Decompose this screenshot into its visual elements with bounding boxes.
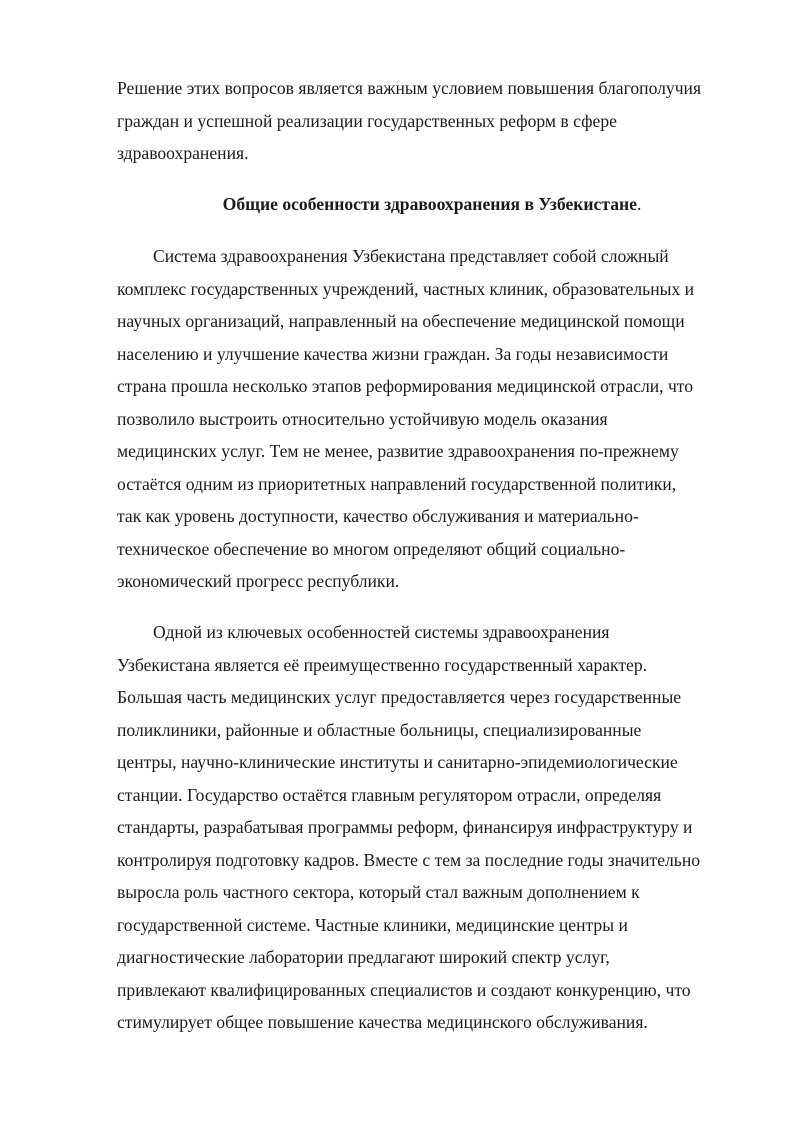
paragraph-2-line-9: выросла роль частного сектора, который стал важным дополнением к xyxy=(117,882,640,902)
intro-line-3: здравоохранения. xyxy=(117,143,249,163)
paragraph-2-line-7: стандарты, разрабатывая программы реформ, финансируя инфраструктуру и xyxy=(117,817,693,837)
paragraph-1-line-7: медицинских услуг. Тем не менее, развитие здравоохранения по-прежнему xyxy=(117,441,679,461)
section-heading-title: Общие особенности здравоохранения в Узбекистане xyxy=(222,194,637,214)
paragraph-2-line-3: Большая часть медицинских услуг предоставляется через государственные xyxy=(117,687,682,707)
paragraph-1-line-9: так как уровень доступности, качество обслуживания и материально- xyxy=(117,506,639,526)
intro-paragraph xyxy=(117,72,747,170)
paragraph-2-line-1: Одной из ключевых особенностей системы здравоохранения xyxy=(153,622,610,642)
paragraph-2-line-12: привлекают квалифицированных специалистов и создают конкуренцию, что xyxy=(117,979,691,1000)
paragraph-2-line-8: контролируя подготовку кадров. Вместе с тем за последние годы значительно xyxy=(117,849,701,870)
paragraph-1-line-5: страна прошла несколько этапов реформирования медицинской отрасли, что xyxy=(117,376,694,396)
paragraph-1-line-6: позволило выстроить относительно устойчивую модель оказания xyxy=(117,408,608,429)
section-heading-period: . xyxy=(636,194,642,214)
paragraph-1-line-1: Система здравоохранения Узбекистана представляет собой сложный xyxy=(153,246,669,266)
paragraph-1-line-10: техническое обеспечение во многом определяют общий социально- xyxy=(117,538,626,559)
paragraph-1-line-2: комплекс государственных учреждений, частных клиник, образовательных и xyxy=(117,278,695,299)
intro-line-1: Решение этих вопросов является важным условием повышения благополучия xyxy=(117,78,702,98)
intro-line-2: граждан и успешной реализации государственных реформ в сфере xyxy=(117,110,617,131)
paragraph-1-line-4: населению и улучшение качества жизни граждан. За годы независимости xyxy=(117,343,669,364)
paragraph-state-character xyxy=(117,616,747,1039)
paragraph-2-line-5: центры, научно-клинические институты и санитарно-эпидемиологические xyxy=(117,752,678,772)
paragraph-2-line-11: диагностические лаборатории предлагают широкий спектр услуг, xyxy=(117,947,610,967)
paragraph-2-line-13: стимулирует общее повышение качества медицинского обслуживания. xyxy=(117,1012,648,1032)
paragraph-2-line-6: станции. Государство остаётся главным регулятором отрасли, определяя xyxy=(117,784,662,805)
paragraph-2-line-2: Узбекистана является её преимущественно государственный характер. xyxy=(117,654,648,675)
section-heading xyxy=(117,188,747,221)
paragraph-1-line-11: экономический прогресс республики. xyxy=(117,571,400,591)
paragraph-2-line-4: поликлиники, районные и областные больницы, специализированные xyxy=(117,719,642,740)
paragraph-2-line-10: государственной системе. Частные клиники, медицинские центры и xyxy=(117,914,628,935)
paragraph-1-line-3: научных организаций, направленный на обеспечение медицинской помощи xyxy=(117,311,685,331)
paragraph-1-line-8: остаётся одним из приоритетных направлений государственной политики, xyxy=(117,473,677,494)
paragraph-system-overview xyxy=(117,240,747,598)
